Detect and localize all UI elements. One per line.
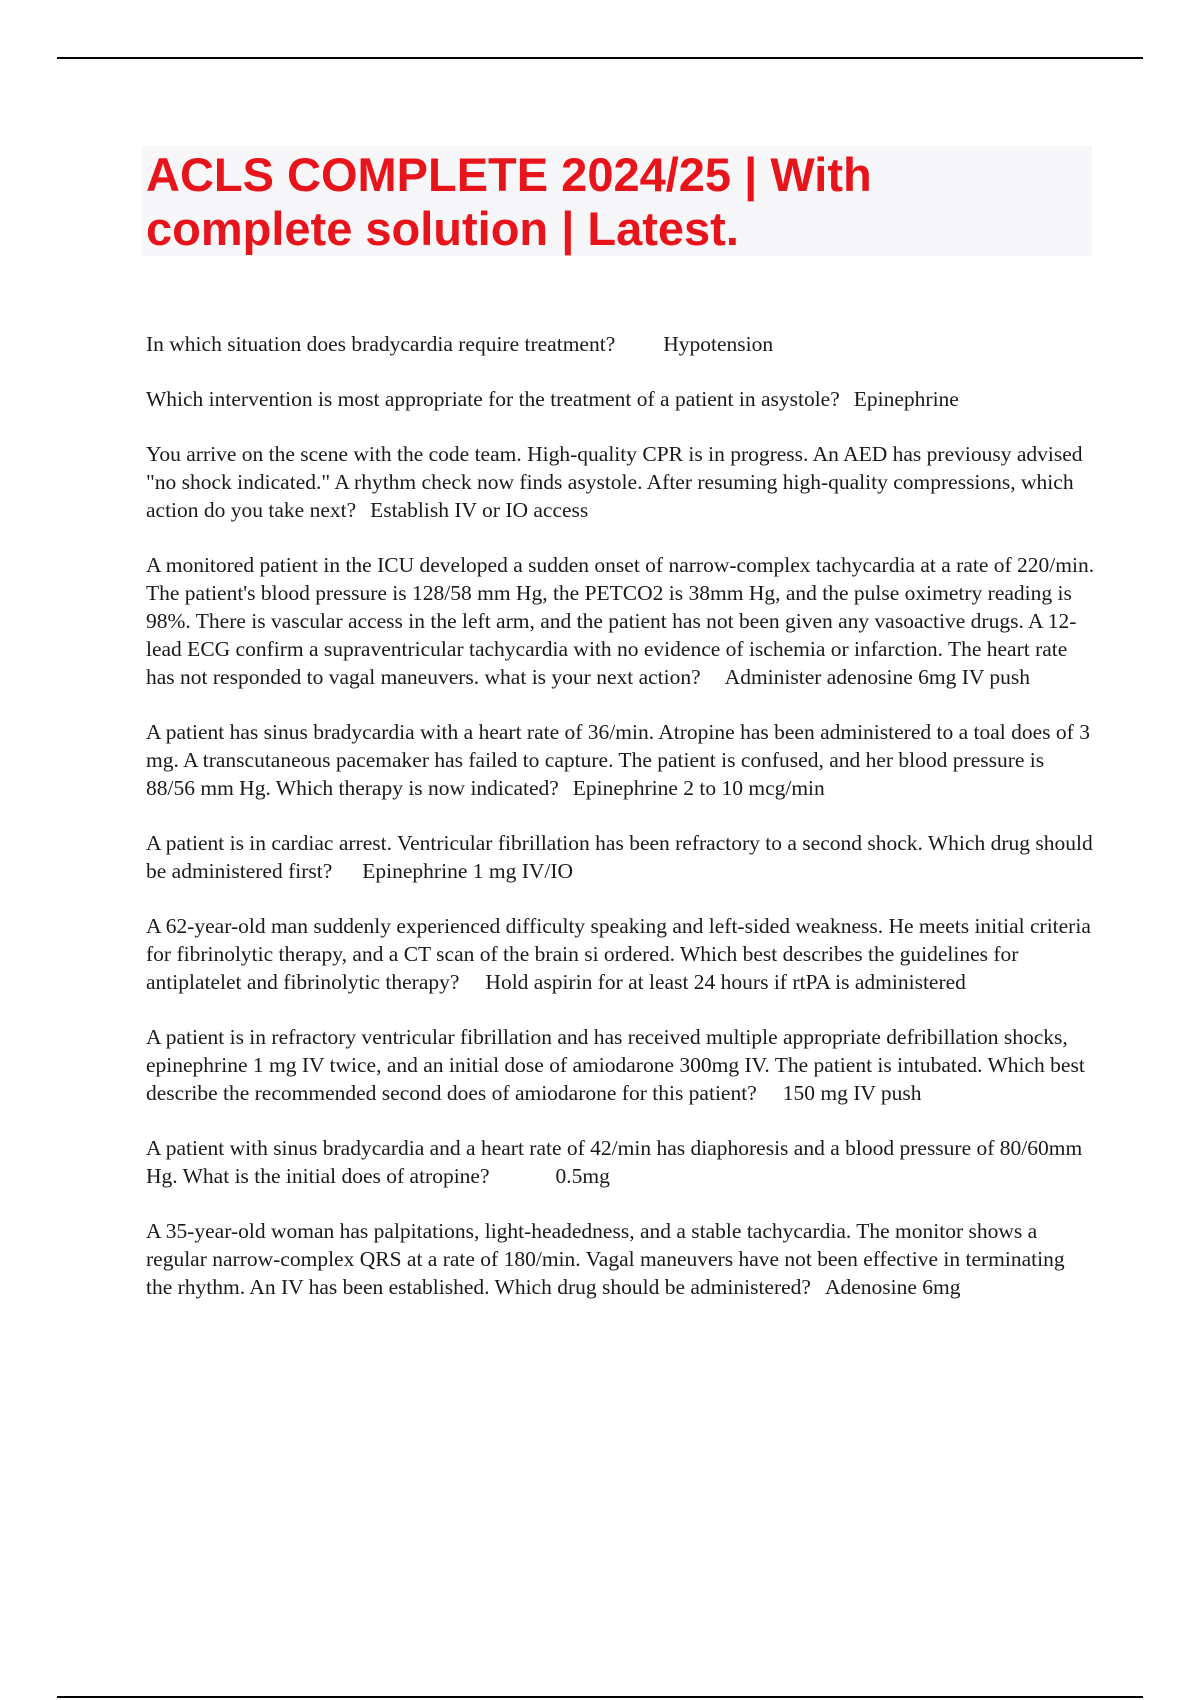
question-text: A patient is in refractory ventricular fibrillation and has received multiple appropriate defribillation shocks, epinephrine 1 mg IV twice, and an initial dose of amiodarone 300mg IV. The patient is intubated. Which best describe the recommended second does of amiodarone for this patient?: [146, 1025, 1085, 1105]
qa-item: [146, 330, 1096, 358]
qa-item: [146, 829, 1096, 885]
answer-text: Administer adenosine 6mg IV push: [724, 665, 1031, 689]
question-text: A 62-year-old man suddenly experienced difficulty speaking and left-sided weakness. He meets initial criteria for fibrinolytic therapy, and a CT scan of the brain si ordered. Which best describes the guidelines for antiplatelet and fibrinolytic therapy?: [146, 914, 1091, 994]
question-text: Which intervention is most appropriate for the treatment of a patient in asystole?: [146, 387, 840, 411]
document-title: ACLS COMPLETE 2024/25 | With complete solution | Latest.: [146, 148, 872, 255]
answer-text: Hold aspirin for at least 24 hours if rtPA is administered: [485, 970, 966, 994]
question-text: A patient has sinus bradycardia with a heart rate of 36/min. Atropine has been administered to a toal does of 3 mg. A transcutaneous pacemaker has failed to capture. The patient is confused, and her blood pressure is 88/56 mm Hg. Which therapy is now indicated?: [146, 720, 1090, 800]
answer-text: Adenosine 6mg: [824, 1275, 961, 1299]
question-text: A monitored patient in the ICU developed a sudden onset of narrow-complex tachycardia at a rate of 220/min. The patient's blood pressure is 128/58 mm Hg, the PETCO2 is 38mm Hg, and the pulse oximetry reading is 98%. There is vascular access in the left arm, and the patient has not been given any vasoactive drugs. A 12-lead ECG confirm a supraventricular tachycardia with no evidence of ischemia or infarction. The heart rate has not responded to vagal maneuvers. what is your next action?: [146, 553, 1095, 689]
qa-item: [146, 1023, 1096, 1107]
answer-text: 150 mg IV push: [782, 1081, 922, 1105]
qa-list: [146, 330, 1096, 1328]
answer-text: Epinephrine 2 to 10 mcg/min: [572, 776, 825, 800]
qa-item: [146, 1217, 1096, 1301]
question-text: You arrive on the scene with the code team. High-quality CPR is in progress. An AED has previousy advised "no shock indicated." A rhythm check now finds asystole. After resuming high-quality compressions, which action do you take next?: [146, 442, 1083, 522]
question-text: In which situation does bradycardia require treatment?: [146, 332, 616, 356]
question-text: A 35-year-old woman has palpitations, light-headedness, and a stable tachycardia. The monitor shows a regular narrow-complex QRS at a rate of 180/min. Vagal maneuvers have not been effective in terminating the rhythm. An IV has been established. Which drug should be administered?: [146, 1219, 1065, 1299]
answer-text: Establish IV or IO access: [370, 498, 589, 522]
qa-item: [146, 1134, 1096, 1190]
qa-item: [146, 718, 1096, 802]
answer-text: Hypotension: [663, 332, 774, 356]
qa-item: [146, 385, 1096, 413]
qa-item: [146, 440, 1096, 524]
answer-text: Epinephrine: [853, 387, 959, 411]
answer-text: 0.5mg: [555, 1164, 610, 1188]
qa-item: [146, 912, 1096, 996]
top-divider: [57, 57, 1143, 59]
question-text: A patient is in cardiac arrest. Ventricular fibrillation has been refractory to a second shock. Which drug should be administered first?: [146, 831, 1093, 883]
qa-item: [146, 551, 1096, 691]
question-text: A patient with sinus bradycardia and a heart rate of 42/min has diaphoresis and a blood pressure of 80/60mm Hg. What is the initial does of atropine?: [146, 1136, 1083, 1188]
answer-text: Epinephrine 1 mg IV/IO: [362, 859, 574, 883]
bottom-divider: [57, 1696, 1143, 1698]
title-banner: [142, 146, 1092, 256]
